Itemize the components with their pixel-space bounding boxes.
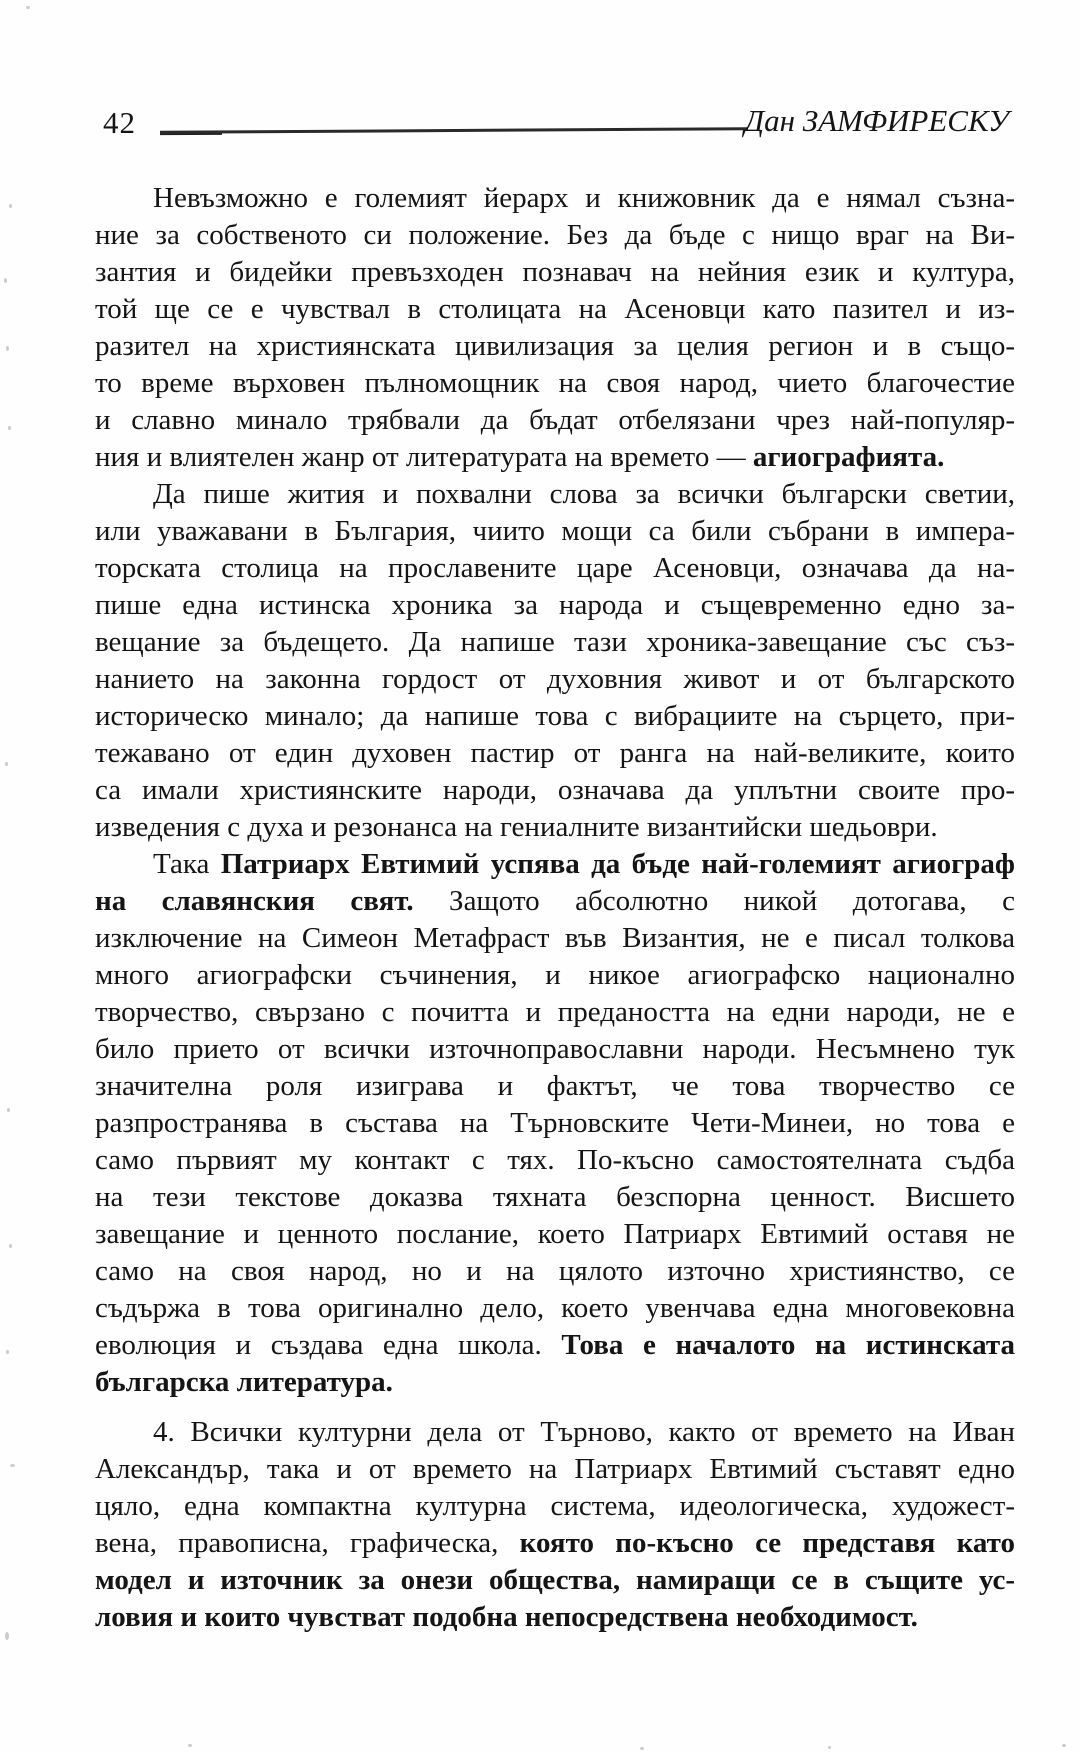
text-line: [95, 1216, 1015, 1253]
scan-speck: [10, 1464, 15, 1467]
text-segment: Невъзможно е големият йерарх и книжовник да е нямал съзна-: [153, 182, 1015, 214]
text-line: [95, 291, 1015, 328]
text-line: [95, 217, 1015, 254]
text-segment: само първият му контакт с тях. По-късно самостоятелната съдба: [95, 1144, 1015, 1176]
text-segment: творчество, свързано с почитта и предаността на едни народи, не е: [95, 996, 1015, 1028]
text-line: [95, 1290, 1015, 1327]
scan-speck: [640, 1747, 644, 1750]
text-line: [95, 550, 1015, 587]
text-line: [95, 1142, 1015, 1179]
text-segment: ния и влиятелен жанр от литературата на времето —: [95, 441, 753, 473]
text-segment: ние за собственото си положение. Без да бъде с нищо враг на Ви-: [95, 219, 1015, 251]
text-line: [95, 1031, 1015, 1068]
text-segment: 4. Всички културни дела от Търново, както от времето на Иван: [153, 1416, 1015, 1448]
text-line: [95, 1068, 1015, 1105]
scan-speck: [6, 346, 9, 351]
text-segment: зантия и бидейки превъзходен познавач на нейния език и култура,: [95, 256, 1015, 288]
text-segment: Защото абсолютно никой дотогава, с: [413, 885, 1015, 917]
text-segment: значителна роля изиграва и фактът, че това творчество се: [95, 1070, 1015, 1102]
text-line: [95, 254, 1015, 291]
text-line: [95, 661, 1015, 698]
text-line: [95, 1253, 1015, 1290]
scan-speck: [8, 426, 11, 430]
text-line: [95, 1451, 1015, 1488]
text-line: [95, 1488, 1015, 1525]
text-segment: Да пише жития и похвални слова за всички български светии,: [153, 478, 1015, 510]
text-line: [95, 920, 1015, 957]
text-line: [95, 1525, 1015, 1562]
text-segment: то време върховен пълномощник на своя народ, чието благочестие: [95, 367, 1015, 399]
text-segment: нанието на законна гордост от духовния живот и от българското: [95, 663, 1015, 695]
text-segment: вена, правописна, графическа,: [95, 1527, 520, 1559]
paragraph: [95, 180, 1015, 476]
text-segment: на тези текстове доказва тяхната безспорна ценност. Висшето: [95, 1181, 1015, 1213]
header-author: Дан ЗАМФИРЕСКУ: [744, 103, 1009, 138]
text-line: [95, 1179, 1015, 1216]
paragraph: [95, 476, 1015, 846]
scan-speck: [26, 6, 30, 9]
text-line: [95, 1327, 1015, 1364]
bold-text-segment: ловия и които чувстват подобна непосредствена необходимост.: [95, 1601, 918, 1633]
text-segment: еволюция и създава една школа.: [95, 1329, 562, 1361]
text-segment: завещание и ценното послание, което Патриарх Евтимий оставя не: [95, 1218, 1015, 1250]
text-line: [95, 698, 1015, 735]
text-segment: цяло, една компактна културна система, идеологическа, художест-: [95, 1490, 1015, 1522]
text-segment: той ще се е чувствал в столицата на Асеновци като пазител и из-: [95, 293, 1015, 325]
text-line: [95, 772, 1015, 809]
bold-text-segment: Патриарх Евтимий успява да бъде най-големият агиограф: [220, 848, 1015, 880]
text-line: [95, 1414, 1015, 1451]
paragraph: [95, 1414, 1015, 1636]
bold-text-segment: агиографията.: [752, 441, 945, 473]
scan-speck: [9, 204, 12, 208]
text-line: [95, 365, 1015, 402]
body-text: [95, 180, 1015, 1636]
text-segment: историческо минало; да напише това с вибрациите на сърцето, при-: [95, 700, 1015, 732]
text-segment: са имали християнските народи, означава да уплътни своите про-: [95, 774, 1015, 806]
scan-speck: [1062, 1744, 1066, 1747]
text-line: [95, 994, 1015, 1031]
text-segment: разител на християнската цивилизация за целия регион и в също-: [95, 330, 1015, 362]
text-segment: много агиографски съчинения, и никое агиографско национално: [95, 959, 1015, 991]
text-line: [95, 957, 1015, 994]
text-line: [95, 1364, 1015, 1401]
text-segment: вещание за бъдещето. Да напише тази хроника-завещание със съз-: [95, 626, 1015, 658]
text-segment: Така: [153, 848, 221, 880]
scan-speck: [7, 1108, 10, 1112]
bold-text-segment: Това е началото на истинската: [561, 1329, 1015, 1361]
text-segment: тежавано от един духовен пастир от ранга на най-великите, които: [95, 737, 1015, 769]
scan-speck: [6, 1350, 9, 1354]
text-line: [95, 1562, 1015, 1599]
text-segment: или уважавани в България, чиито мощи са били събрани в импера-: [95, 515, 1015, 547]
text-line: [95, 402, 1015, 439]
bold-text-segment: на славянския свят.: [95, 885, 414, 917]
page-header: [95, 103, 1015, 149]
text-line: [95, 809, 1015, 846]
bold-text-segment: българска литература.: [95, 1366, 393, 1398]
scan-speck: [828, 1746, 831, 1749]
scan-speck: [9, 1244, 12, 1248]
text-line: [95, 513, 1015, 550]
text-segment: и славно минало трябвали да бъдат отбелязани чрез най-популяр-: [95, 404, 1015, 436]
text-line: [95, 624, 1015, 661]
text-line: [95, 735, 1015, 772]
text-segment: торската столица на прославените царе Асеновци, означава да на-: [95, 552, 1015, 584]
text-segment: изключение на Симеон Метафраст във Византия, не е писал толкова: [95, 922, 1015, 954]
text-line: [95, 1105, 1015, 1142]
text-line: [95, 846, 1015, 883]
text-segment: съдържа в това оригинално дело, което увенчава една многовековна: [95, 1292, 1015, 1324]
scan-speck: [188, 1744, 192, 1747]
text-line: [95, 587, 1015, 624]
text-line: [95, 439, 1015, 476]
scan-speck: [4, 278, 7, 283]
text-segment: разпространява в състава на Търновските Чети-Минеи, но това е: [95, 1107, 1015, 1139]
text-segment: било прието от всички източноправославни народи. Несъмнено тук: [95, 1033, 1015, 1065]
text-line: [95, 328, 1015, 365]
text-line: [95, 883, 1015, 920]
text-segment: пише една истинска хроника за народа и същевременно едно за-: [95, 589, 1015, 621]
header-rule: [160, 127, 748, 134]
paragraph: [95, 846, 1015, 1401]
text-line: [95, 476, 1015, 513]
text-segment: само на своя народ, но и на цялото източно християнство, се: [95, 1255, 1015, 1287]
page-number: 42: [103, 105, 136, 140]
scan-speck: [5, 762, 8, 766]
text-segment: изведения с духа и резонанса на гениалните византийски шедьоври.: [95, 811, 938, 843]
bold-text-segment: модел и източник за онези общества, намиращи се в същите ус-: [95, 1564, 1015, 1596]
scan-speck: [5, 1632, 9, 1640]
text-line: [95, 180, 1015, 217]
bold-text-segment: която по-късно се представя като: [519, 1527, 1015, 1559]
text-line: [95, 1599, 1015, 1636]
text-segment: Александър, така и от времето на Патриарх Евтимий съставят едно: [95, 1453, 1015, 1485]
